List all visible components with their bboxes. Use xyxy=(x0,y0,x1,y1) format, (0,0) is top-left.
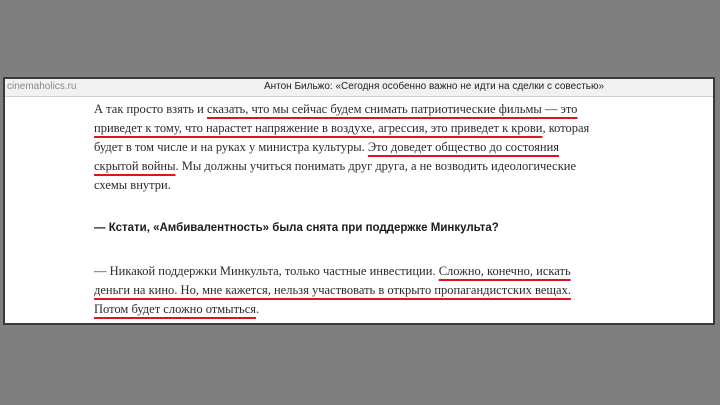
paragraph-1 xyxy=(94,100,614,195)
highlighted-text: приведет к тому, что нарастет напряжение в воздухе, агрессия, это приведет к крови xyxy=(94,121,543,135)
paragraph-2 xyxy=(94,262,614,319)
p1-line-5 xyxy=(94,176,614,195)
highlighted-text: сказать, что мы сейчас будем снимать патриотические фильмы — это xyxy=(206,102,578,116)
text: , которая xyxy=(542,121,590,135)
site-name[interactable]: cinemaholics.ru xyxy=(7,81,77,92)
text: схемы внутри. xyxy=(94,178,171,192)
text: будет в том числе и на руках у министра культуры. xyxy=(94,140,368,154)
p1-line-2 xyxy=(94,119,614,138)
p2-line-3 xyxy=(94,300,614,319)
highlighted-text: Сложно, конечно, искать xyxy=(438,264,571,278)
article-window xyxy=(3,77,715,325)
highlighted-text: деньги на кино. Но, мне кажется, нельзя участвовать в открыто пропагандистских вещах. xyxy=(94,283,571,297)
p1-line-4 xyxy=(94,157,614,176)
text: — Никакой поддержки Минкульта, только частные инвестиции. xyxy=(94,264,439,278)
p2-line-1 xyxy=(94,262,614,281)
p2-line-2 xyxy=(94,281,614,300)
page-header xyxy=(5,79,713,97)
page-title: Антон Бильжо: «Сегодня особенно важно не идти на сделки с совестью» xyxy=(263,81,605,92)
interview-question: — Кстати, «Амбивалентность» была снята при поддержке Минкульта? xyxy=(94,222,499,234)
highlighted-text: Это доведет общество до состояния xyxy=(367,140,560,154)
highlighted-text: Потом будет сложно отмыться xyxy=(94,302,257,316)
highlighted-text: скрытой войны xyxy=(94,159,176,173)
text: . Мы должны учиться понимать друг друга, а не возводить идеологические xyxy=(175,159,577,173)
p1-line-3 xyxy=(94,138,614,157)
text: А так просто взять и xyxy=(94,102,207,116)
p1-line-1 xyxy=(94,100,614,119)
text: . xyxy=(256,302,260,316)
